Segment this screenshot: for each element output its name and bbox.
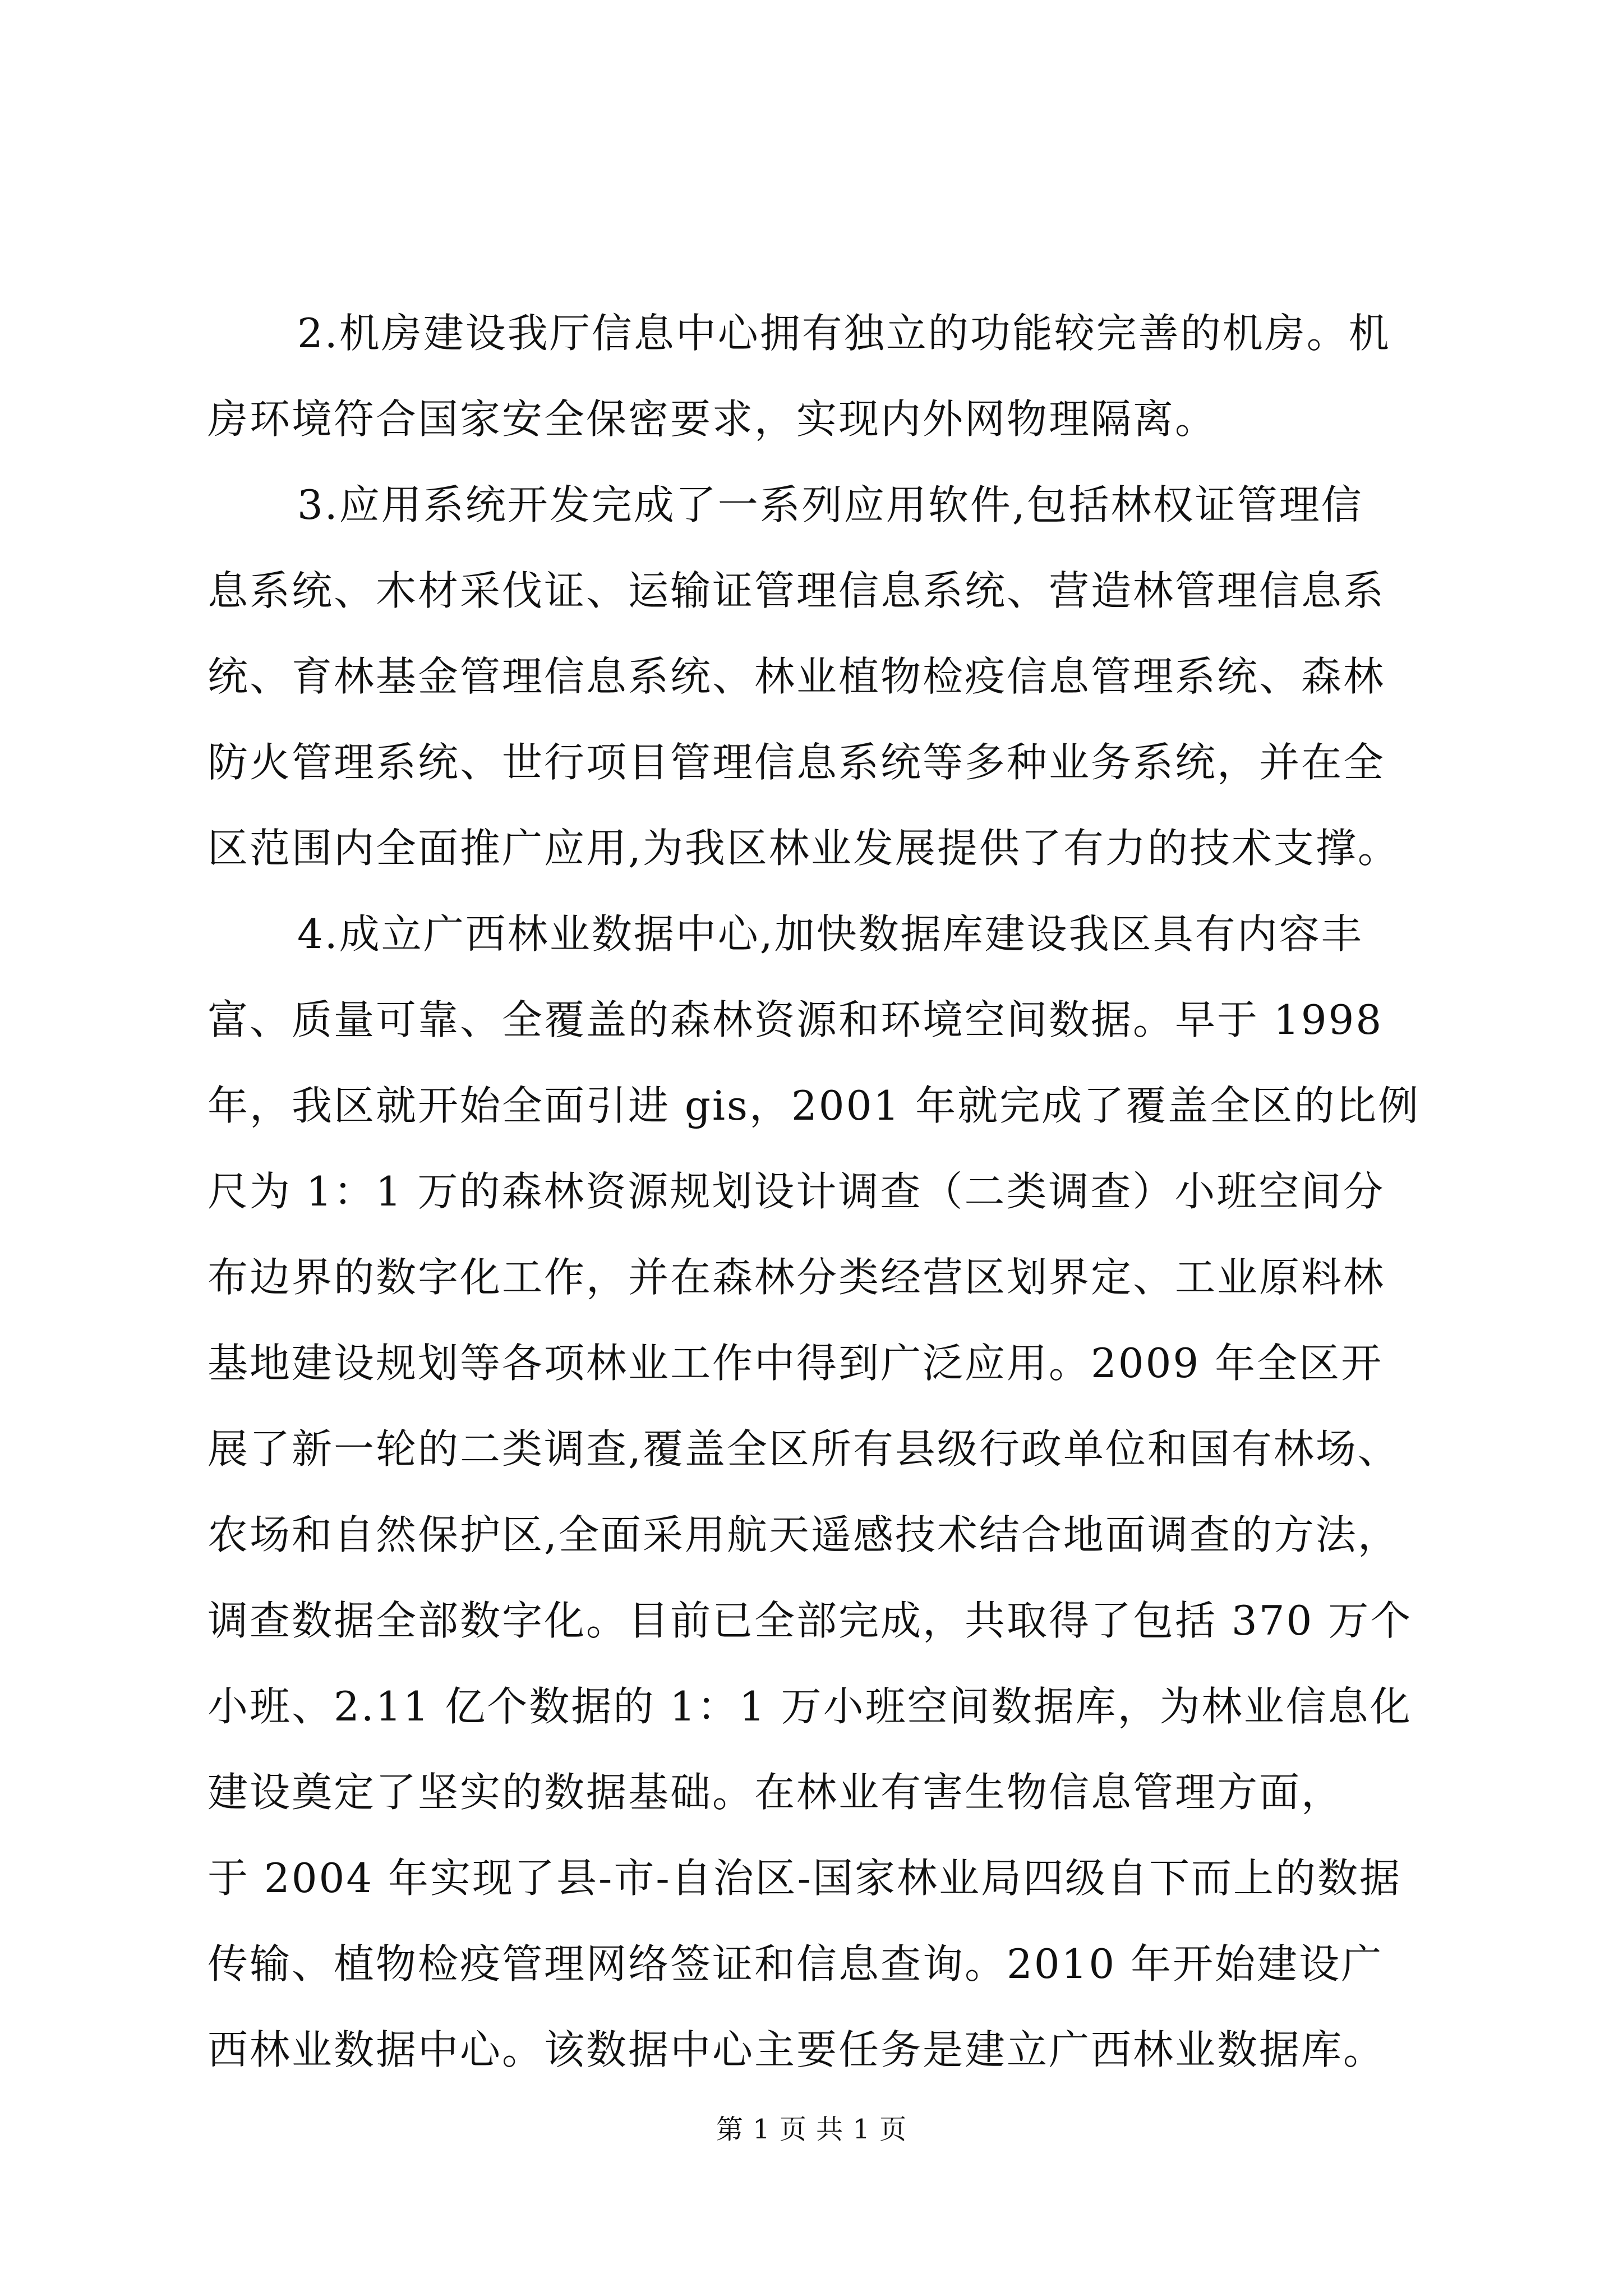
text-line: 息系统、木材采伐证、运输证管理信息系统、营造林管理信息系 [208, 567, 1386, 614]
text-line: 展了新一轮的二类调查,覆盖全区所有县级行政单位和国有林场、 [208, 1425, 1400, 1473]
text-line: 建设奠定了坚实的数据基础。在林业有害生物信息管理方面， [208, 1769, 1344, 1816]
text-line: 2.机房建设我厅信息中心拥有独立的功能较完善的机房。机 [297, 310, 1391, 357]
text-line: 传输、植物检疫管理网络签证和信息查询。2010 年开始建设广 [208, 1940, 1384, 1987]
text-line: 布边界的数字化工作，并在森林分类经营区划界定、工业原料林 [208, 1254, 1386, 1301]
text-line: 房环境符合国家安全保密要求，实现内外网物理隔离。 [208, 395, 1218, 443]
text-line: 统、育林基金管理信息系统、林业植物检疫信息管理系统、森林 [208, 653, 1386, 700]
paragraph-2 [208, 462, 1419, 891]
text-line: 基地建设规划等各项林业工作中得到广泛应用。2009 年全区开 [208, 1340, 1384, 1387]
text-line: 尺为 1：1 万的森林资源规划设计调查（二类调查）小班空间分 [208, 1168, 1385, 1215]
text-line: 于 2004 年实现了县-市-自治区-国家林业局四级自下而上的数据 [208, 1855, 1401, 1902]
text-line: 西林业数据中心。该数据中心主要任务是建立广西林业数据库。 [208, 2026, 1386, 2073]
text-line: 富、质量可靠、全覆盖的森林资源和环境空间数据。早于 1998 [208, 996, 1384, 1043]
text-line: 3.应用系统开发完成了一系列应用软件,包括林权证管理信 [297, 481, 1363, 528]
text-line: 小班、2.11 亿个数据的 1：1 万小班空间数据库，为林业信息化 [208, 1683, 1412, 1730]
paragraph-1 [208, 291, 1419, 462]
text-line: 4.成立广西林业数据中心,加快数据库建设我区具有内容丰 [297, 910, 1363, 958]
document-body [208, 291, 1419, 2093]
text-line: 年，我区就开始全面引进 gis，2001 年就完成了覆盖全区的比例 [208, 1082, 1421, 1129]
paragraph-3 [208, 891, 1419, 2093]
text-line: 调查数据全部数字化。目前已全部完成，共取得了包括 370 万个 [208, 1597, 1413, 1644]
text-line: 区范围内全面推广应用,为我区林业发展提供了有力的技术支撑。 [208, 825, 1400, 872]
text-line: 农场和自然保护区,全面采用航天遥感技术结合地面调查的方法， [208, 1511, 1400, 1558]
text-line: 防火管理系统、世行项目管理信息系统等多种业务系统，并在全 [208, 739, 1386, 786]
page-footer: 第 1 页 共 1 页 [716, 2114, 907, 2145]
